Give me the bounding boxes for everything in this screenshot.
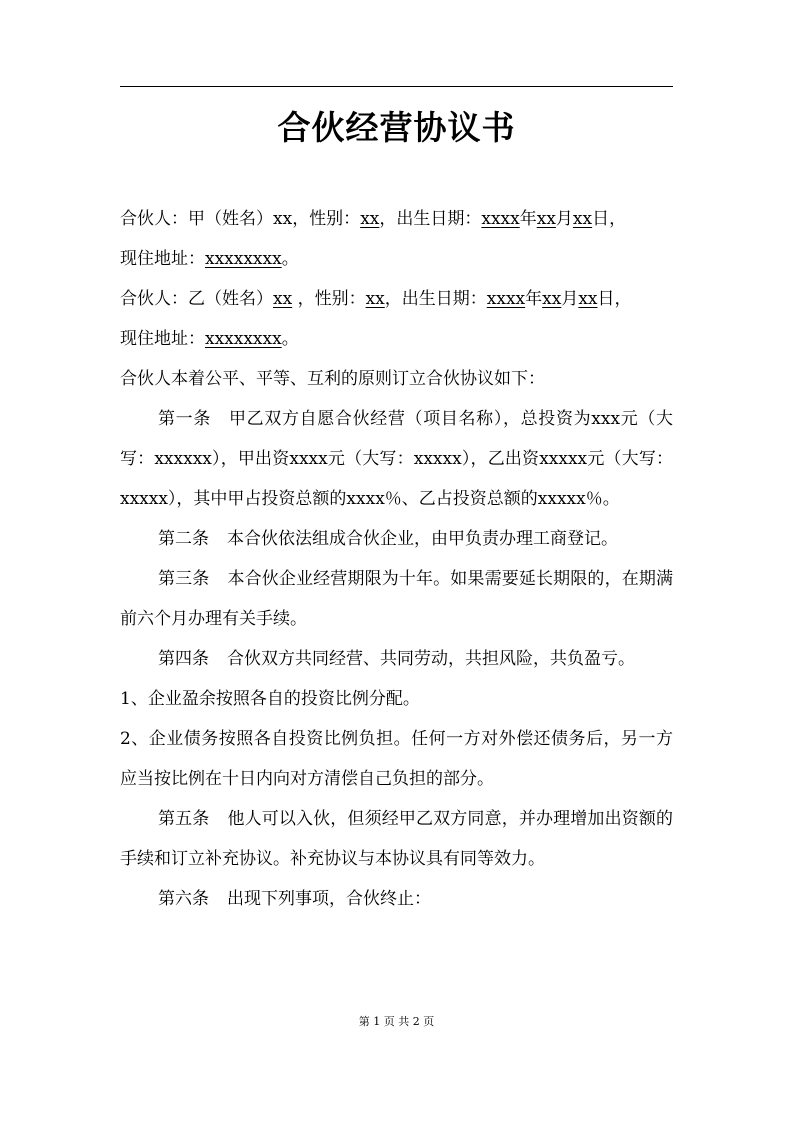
- article-6: [120, 879, 673, 919]
- partner-b-gender: xx: [365, 289, 385, 309]
- partner-a-birth-day: xx: [572, 209, 593, 229]
- article-3: [120, 559, 673, 639]
- partner-b-name: xx: [273, 289, 293, 309]
- article-4-number: 第四条: [158, 649, 209, 669]
- article-6-text: 出现下列事项，合伙终止：: [227, 889, 431, 909]
- article-5: [120, 799, 673, 879]
- partner-b-address-value: xxxxxxxx: [205, 329, 282, 349]
- partner-b-birth-month: xx: [542, 289, 562, 309]
- document-title: 合伙经营协议书: [277, 108, 516, 147]
- partner-b-birth-day: xx: [578, 289, 598, 309]
- article-2-number: 第二条: [158, 529, 209, 549]
- article-4-text: 合伙双方共同经营、共同劳动，共担风险，共负盈亏。: [227, 649, 635, 669]
- partner-a-info: 合伙人：甲（姓名）xx，性别：xx，出生日期：xxxx年xx月xx日，: [120, 209, 627, 229]
- preamble: 合伙人本着公平、平等、互利的原则订立合伙协议如下：: [120, 369, 545, 389]
- header-divider: [120, 86, 673, 87]
- article-4: [120, 639, 673, 679]
- article-1: [120, 399, 673, 519]
- partner-a-address: 现住地址：xxxxxxxx。: [120, 249, 299, 269]
- article-1-number: 第一条: [158, 409, 211, 429]
- partner-b-address: 现住地址：xxxxxxxx。: [120, 329, 299, 349]
- article-5-text: 他人可以入伙，但须经甲乙双方同意，并办理增加出资额的手续和订立补充协议。补充协议与本协议具有同等效力。: [120, 809, 674, 869]
- article-5-number: 第五条: [158, 809, 210, 829]
- page-footer: 第 1 页 共 2 页: [358, 1015, 435, 1028]
- partner-b-birth-year: xxxx: [486, 289, 526, 309]
- article-3-text: 本合伙企业经营期限为十年。如果需要延长期限的，在期满前六个月办理有关手续。: [120, 569, 674, 629]
- article-4-item-1: 1、企业盈余按照各自的投资比例分配。: [120, 689, 420, 709]
- partner-a-birth-month: xx: [536, 209, 556, 229]
- article-1-text: 甲乙双方自愿合伙经营（项目名称），总投资为xxx元（大写：xxxxxx），甲出资xxxx元（大写：xxxxx），乙出资xxxxx元（大写：xxxxx），其中甲占投资总额的xxxx％、乙占投资总额的xxxxx％。: [120, 409, 674, 509]
- partner-b-info: 合伙人：乙（姓名）xx ，性别：xx，出生日期：xxxx年xx月xx日，: [120, 289, 632, 309]
- article-4-item-2: 2、企业债务按照各自投资比例负担。任何一方对外偿还债务后，另一方应当按比例在十日内向对方清偿自己负担的部分。: [120, 729, 673, 789]
- article-2-text: 本合伙依法组成合伙企业，由甲负责办理工商登记。: [227, 529, 618, 549]
- document-body: [120, 199, 673, 919]
- partner-a-gender: xx: [360, 209, 380, 229]
- article-6-number: 第六条: [158, 889, 209, 909]
- partner-a-name: xx: [273, 209, 293, 229]
- partner-a-address-value: xxxxxxxx: [205, 249, 282, 269]
- article-3-number: 第三条: [158, 569, 210, 589]
- partner-a-birth-year: xxxx: [481, 209, 520, 229]
- article-2: [120, 519, 673, 559]
